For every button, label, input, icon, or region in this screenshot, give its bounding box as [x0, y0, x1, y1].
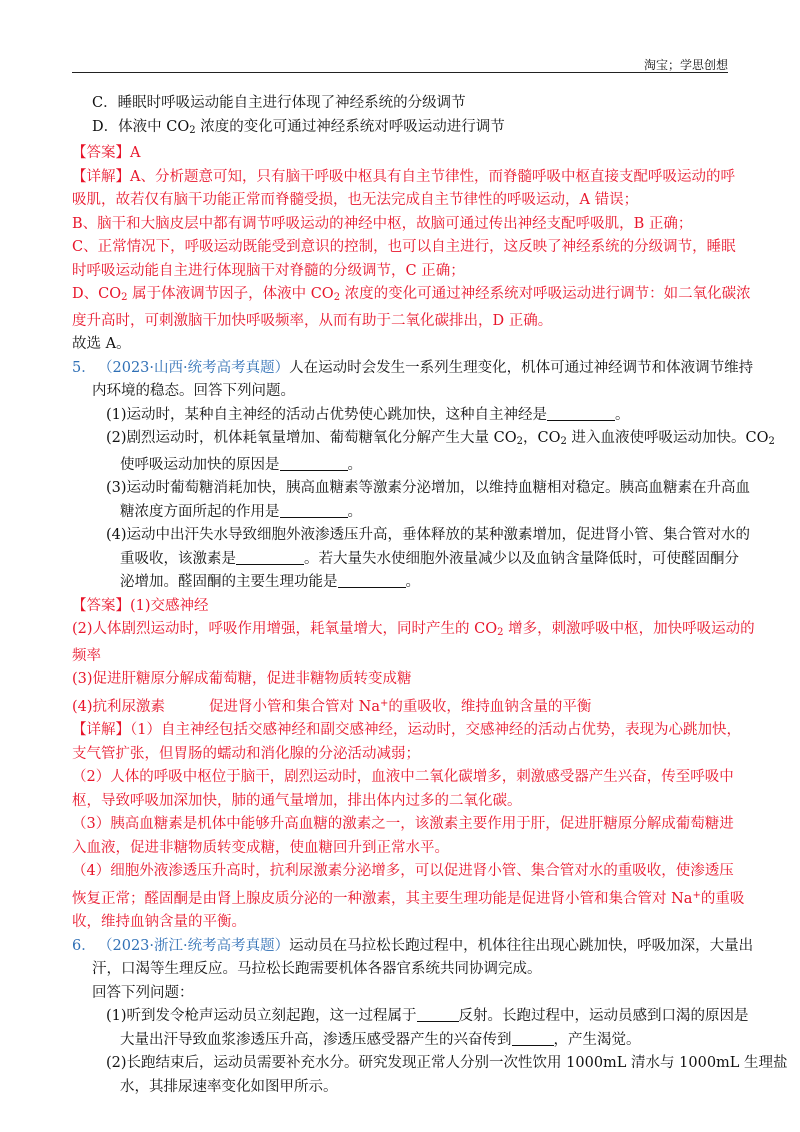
q5-part2-cont: 使呼吸运动加快的原因是 。 [120, 456, 362, 473]
answer-blank[interactable] [547, 406, 615, 421]
q5-part4-cont2: 泌增加。醛固酮的主要生理功能是 。 [120, 574, 420, 590]
answer-blank[interactable] [417, 1007, 459, 1022]
page-header [72, 56, 728, 73]
q5-part4-cont: 重吸收，该激素是 。若大量失水使细胞外液量减少以及血钠含量降低时，可使醛固酮分 [120, 550, 739, 567]
q4-answer: 【答案】A [72, 145, 141, 161]
q4-detail-a: 【详解】A、分析题意可知，只有脑干呼吸中枢具有自主节律性，而脊髓呼吸中枢直接支配呼吸运动的呼 [72, 168, 735, 185]
q4-detail-c: C、正常情况下，呼吸运动既能受到意识的控制，也可以自主进行，这反映了神经系统的分级调节，睡眠 [72, 239, 736, 255]
q6-stem: 6． （2023·浙江·统考高考真题）运动员在马拉松长跑过程中，机体往往出现心跳加快，呼吸加深，大量出 [72, 935, 728, 959]
q4-conclusion: 故选 A。 [72, 336, 131, 352]
q4-detail-b: B、脑干和大脑皮层中都有调节呼吸运动的神经中枢，故脑可通过传出神经支配呼吸肌，B 正确； [72, 215, 693, 232]
q6-stem-cont: 汗，口渴等生理反应。马拉松长跑需要机体各器官系统共同协调完成。 [92, 961, 542, 977]
q5-detail-3: （3）胰高血糖素是机体中能够升高血糖的激素之一，该激素主要作用于肝，促进肝糖原分解成葡萄糖进 [72, 816, 734, 832]
q5-detail-1: 【详解】（1）自主神经包括交感神经和副交感神经，运动时，交感神经的活动占优势，表现为心跳加快， [72, 722, 741, 738]
q5-answer-4: (4)抗利尿激素 促进肾小管和集合管对 Na+的重吸收，维持血钠含量的平衡 [72, 697, 592, 715]
q4-detail-d-cont: 度升高时，可刺激脑干加快呼吸频率，从而有助于二氧化碳排出，D 正确。 [72, 312, 553, 329]
q6-part2-cont: 水，其排尿速率变化如图甲所示。 [120, 1078, 338, 1095]
header-text: 淘宝；学思创想 [643, 58, 728, 72]
q6-source: （2023·浙江·统考高考真题） [98, 937, 290, 954]
q4-detail-a-cont: 吸肌，故若仅有脑干功能正常而脊髓受损，也无法完成自主节律性的呼吸运动，A 错误； [72, 192, 639, 208]
q5-part2: (2)剧烈运动时，机体耗氧量增加、葡萄糖氧化分解产生大量 $CO_2$，$CO_2$ 进入血液使呼吸运动加快。$CO_2$ [106, 430, 775, 447]
answer-blank[interactable] [280, 503, 348, 518]
q6-part2: (2)长跑结束后，运动员需要补充水分。研究发现正常人分别一次性饮用 1000mL 清水与 1000mL 生理盐 [106, 1055, 788, 1071]
page-content [72, 92, 788, 1099]
q6-part1-cont: 大量出汗导致血浆渗透压升高，渗透压感受器产生的兴奋传到 ，产生渴觉。 [120, 1031, 641, 1048]
q5-source: （2023·山西·统考高考真题） [98, 359, 290, 376]
q5-detail-2: （2）人体的呼吸中枢位于脑干，剧烈运动时，血液中二氧化碳增多，刺激感受器产生兴奋，传至呼吸中 [72, 769, 734, 785]
q5-detail-4-cont: 恢复正常；醛固酮是由肾上腺皮质分泌的一种激素，其主要生理功能是促进肾小管和集合管对 Na+的重吸 [72, 889, 745, 907]
q5-detail-1-cont: 支气管扩张，但胃肠的蠕动和消化腺的分泌活动减弱； [72, 745, 420, 762]
q5-stem-cont: 内环境的稳态。回答下列问题。 [92, 383, 295, 399]
answer-blank[interactable] [338, 573, 406, 588]
q6-stem-cont2: 回答下列问题： [92, 984, 194, 1001]
answer-blank[interactable] [512, 1031, 554, 1046]
option-c: C．睡眠时呼吸运动能自主进行体现了神经系统的分级调节 [92, 95, 466, 111]
q5-part1: (1)运动时，某种自主神经的活动占优势使心跳加快，这种自主神经是 。 [106, 406, 630, 423]
q5-number: 5． [72, 359, 96, 376]
q5-detail-2-cont: 枢，导致呼吸加深加快，肺的通气量增加，排出体内过多的二氧化碳。 [72, 792, 522, 809]
q6-part1: (1)听到发令枪声运动员立刻起跑，这一过程属于 反射。长跑过程中，运动员感到口渴的原因是 [106, 1008, 749, 1024]
q5-stem: 5． （2023·山西·统考高考真题）人在运动时会发生一系列生理变化，机体可通过神经调节和体液调节维持 [72, 357, 728, 381]
q5-detail-4: （4）细胞外液渗透压升高时，抗利尿激素分泌增多，可以促进肾小管、集合管对水的重吸收，使渗透压 [72, 863, 734, 879]
q5-answer-2-cont: 频率 [72, 647, 101, 664]
q5-answer: 【答案】(1)交感神经 [72, 597, 209, 614]
q4-detail-d: D、$CO_2$ 属于体液调节因子，体液中 $CO_2$ 浓度的变化可通过神经系统对呼吸运动进行调节：如二氧化碳浓 [72, 286, 751, 303]
q5-detail-4-cont2: 收，维持血钠含量的平衡。 [72, 914, 246, 930]
option-d: D．体液中 $CO_2$ 浓度的变化可通过神经系统对呼吸运动进行调节 [92, 118, 505, 136]
q5-part3: (3)运动时葡萄糖消耗加快，胰高血糖素等激素分泌增加，以维持血糖相对稳定。胰高血糖素在升高血 [106, 480, 751, 496]
answer-blank[interactable] [280, 456, 348, 471]
q6-number: 6． [72, 937, 96, 954]
q5-detail-3-cont: 入血液，促进非糖物质转变成糖，使血糖回升到正常水平。 [72, 839, 449, 856]
answer-blank[interactable] [236, 550, 304, 565]
q5-answer-3: (3)促进肝糖原分解成葡萄糖，促进非糖物质转变成糖 [72, 671, 412, 687]
q5-answer-2: (2)人体剧烈运动时，呼吸作用增强，耗氧量增大，同时产生的 $CO_2$ 增多，刺激呼吸中枢，加快呼吸运动的 [72, 621, 755, 638]
q5-part4: (4)运动中出汗失水导致细胞外液渗透压升高，垂体释放的某种激素增加，促进肾小管、集合管对水的 [106, 527, 751, 543]
q4-detail-c-cont: 时呼吸运动能自主进行体现脑干对脊髓的分级调节，C 正确； [72, 262, 465, 279]
q5-part3-cont: 糖浓度方面所起的作用是 。 [120, 503, 362, 520]
